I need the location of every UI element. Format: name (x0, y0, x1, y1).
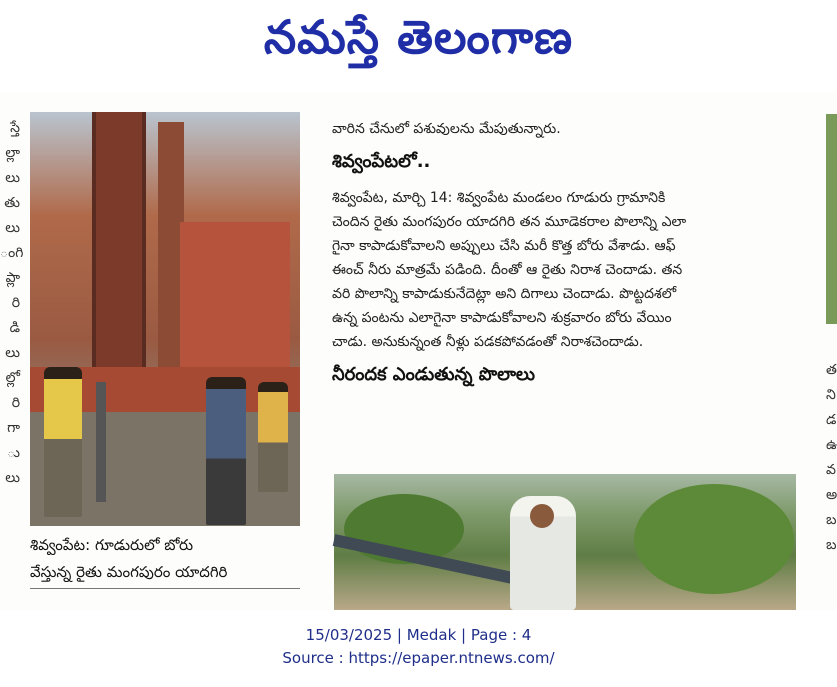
left-column-fragment (0, 116, 24, 491)
fragment-line: డ (826, 412, 837, 428)
fragment-line: ల్లో (5, 370, 20, 386)
fragment-line: ల్లా (5, 145, 20, 161)
fragment-line: రి (11, 295, 20, 311)
edition-info: 15/03/2025 | Medak | Page : 4 (305, 626, 532, 644)
farmer-face (530, 504, 554, 528)
fragment-line: బ (826, 512, 837, 528)
body-line: గైనా కాపాడుకోవాలని అప్పులు చేసి మరీ కొత్త బోరు వేశాడు. ఆఫ్ (332, 238, 676, 254)
body-line: వరి పొలాన్ని కాపాడుకునేదెట్లా అని దిగాలు చెందాడు. పొట్టదశలో (332, 286, 677, 302)
caption-line: శివ్వంపేట: గూడురులో బోరు (30, 536, 194, 554)
body-line: ఈంచ్ నీరు మాత్రమే పడింది. దీంతో ఆ రైతు నిరాశ చెందాడు. తన (332, 262, 683, 278)
fragment-line: ఉ (826, 437, 837, 453)
farmer-figure (206, 377, 246, 525)
article-subheading-2: నీరందక ఎండుతున్న పొలాలు (332, 364, 535, 385)
page-footer (0, 624, 837, 670)
fragment-line: లు (5, 470, 20, 486)
right-photo-fragment (826, 114, 837, 324)
fragment-line: ంగి (0, 245, 24, 261)
fragment-line: లు (5, 345, 20, 361)
caption-line: వేస్తున్న రైతు మంగపురం యాదగిరి (30, 563, 228, 581)
body-line: ఉన్న పంటను ఎలాగైనా కాపాడుకోవాలని శుక్రవారం బోరు వేయిం (332, 310, 672, 326)
newspaper-clipping (0, 92, 837, 610)
rig-machinery (180, 222, 290, 372)
fragment-line: ప్లా (5, 270, 20, 286)
fragment-line: లు (5, 220, 20, 236)
worker-figure (258, 382, 288, 492)
fragment-line: లు (5, 170, 20, 186)
fragment-line: గా (7, 420, 20, 436)
body-line: చాడు. అనుకున్నంత నీళ్లు పడకపోవడంతో నిరాశచెందాడు. (332, 334, 644, 350)
fragment-line: ని (826, 387, 836, 403)
article-lead: వారిన చేనులో పశువులను మేపుతున్నారు. (332, 121, 561, 137)
article-body (332, 186, 798, 354)
drill-pipe (96, 382, 106, 502)
fragment-line: ు (7, 445, 20, 461)
shrub (634, 484, 794, 594)
masthead-title: నమస్తే తెలంగాణ (263, 10, 574, 64)
worker-figure (44, 367, 82, 517)
body-line: శివ్వంపేట, మార్చి 14: శివ్వంపేట మండలం గూడురు గ్రామానికి (332, 190, 666, 206)
article-column (332, 118, 798, 390)
fragment-line: డి (9, 320, 20, 336)
fragment-line: బ (826, 537, 837, 553)
source-url: Source : https://epaper.ntnews.com/ (282, 649, 555, 667)
article-subheading: శివ్వంపేటలో.. (332, 151, 431, 172)
photo-caption (30, 532, 300, 586)
borewell-drilling-photo (30, 112, 300, 526)
body-line: చెందిన రైతు మంగపురం యాదగిరి తన మూడెకరాల పొలాన్ని ఎలా (332, 214, 687, 230)
fragment-line: రి (11, 395, 20, 411)
caption-divider (30, 588, 300, 589)
right-column-fragment (826, 358, 837, 558)
fragment-line: వ (826, 462, 836, 478)
fragment-line: అ (826, 487, 837, 503)
fragment-line: స్తే (10, 120, 20, 136)
dry-field-photo (334, 474, 796, 610)
fragment-line: తు (4, 195, 20, 211)
fragment-line: త (826, 362, 837, 378)
